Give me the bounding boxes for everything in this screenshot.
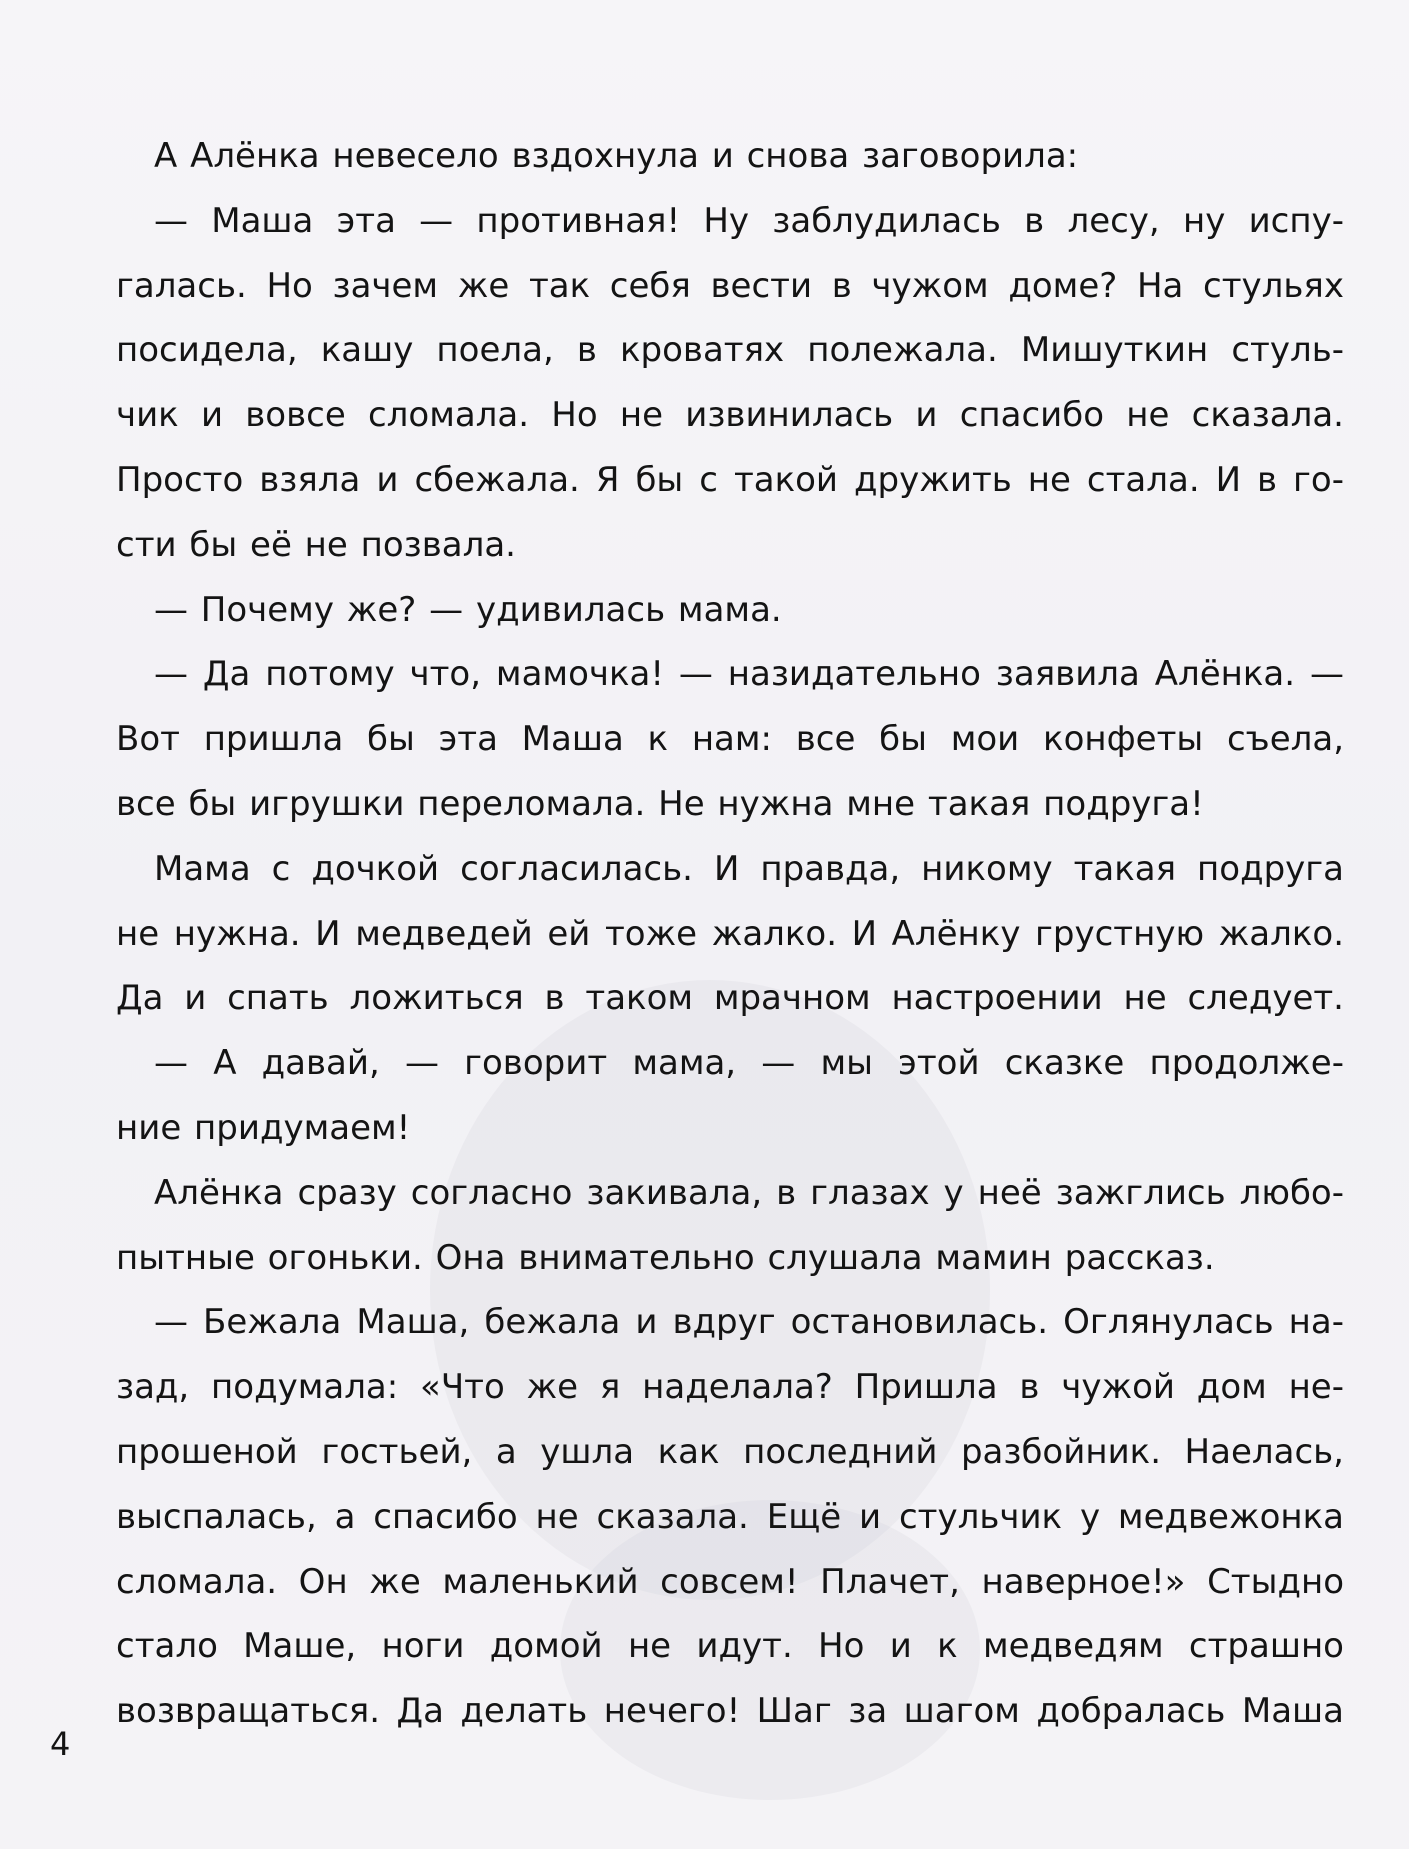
text-line: ние придумаем!: [116, 1107, 411, 1148]
text-line: галась. Но зачем же так себя вести в чужом доме? На стульях: [116, 265, 1344, 306]
body-text: [116, 124, 1344, 1744]
text-line: — Почему же? — удивилась мама.: [154, 589, 782, 630]
text-line: прошеной гостьей, а ушла как последний разбойник. Наелась,: [116, 1431, 1344, 1472]
text-line: — Маша эта — противная! Ну заблудилась в лесу, ну испу-: [154, 200, 1344, 241]
text-line: Да и спать ложиться в таком мрачном настроении не следует.: [116, 978, 1344, 1019]
text-line: сти бы её не позвала.: [116, 524, 516, 565]
text-line: пытные огоньки. Она внимательно слушала мамин рассказ.: [116, 1237, 1215, 1278]
text-line: — Бежала Маша, бежала и вдруг остановилась. Оглянулась на-: [154, 1302, 1344, 1343]
text-line: А Алёнка невесело вздохнула и снова заговорила:: [154, 136, 1079, 176]
text-line: не нужна. И медведей ей тоже жалко. И Алёнку грустную жалко.: [116, 913, 1344, 954]
text-line: возвращаться. Да делать нечего! Шаг за шагом добралась Маша: [116, 1691, 1344, 1732]
text-line: все бы игрушки переломала. Не нужна мне такая подруга!: [116, 783, 1204, 824]
text-line: выспалась, а спасибо не сказала. Ещё и стульчик у медвежонка: [116, 1496, 1344, 1537]
text-line: сломала. Он же маленький совсем! Плачет, наверное!» Стыдно: [116, 1561, 1344, 1602]
text-line: — Да потому что, мамочка! — назидательно заявила Алёнка. —: [154, 654, 1344, 695]
text-line: Мама с дочкой согласилась. И правда, никому такая подруга: [154, 848, 1344, 889]
text-line: стало Маше, ноги домой не идут. Но и к медведям страшно: [116, 1626, 1344, 1667]
text-line: Вот пришла бы эта Маша к нам: все бы мои конфеты съела,: [116, 719, 1344, 760]
text-line: Алёнка сразу согласно закивала, в глазах у неё зажглись любо-: [154, 1172, 1344, 1213]
page-number: 4: [50, 1725, 71, 1763]
text-line: Просто взяла и сбежала. Я бы с такой дружить не стала. И в го-: [116, 459, 1344, 500]
text-line: зад, подумала: «Что же я наделала? Пришла в чужой дом не-: [116, 1367, 1344, 1408]
text-line: чик и вовсе сломала. Но не извинилась и спасибо не сказала.: [116, 395, 1344, 436]
text-line: посидела, кашу поела, в кроватях полежала. Мишуткин стуль-: [116, 330, 1344, 371]
text-line: — А давай, — говорит мама, — мы этой сказке продолже-: [154, 1043, 1344, 1084]
